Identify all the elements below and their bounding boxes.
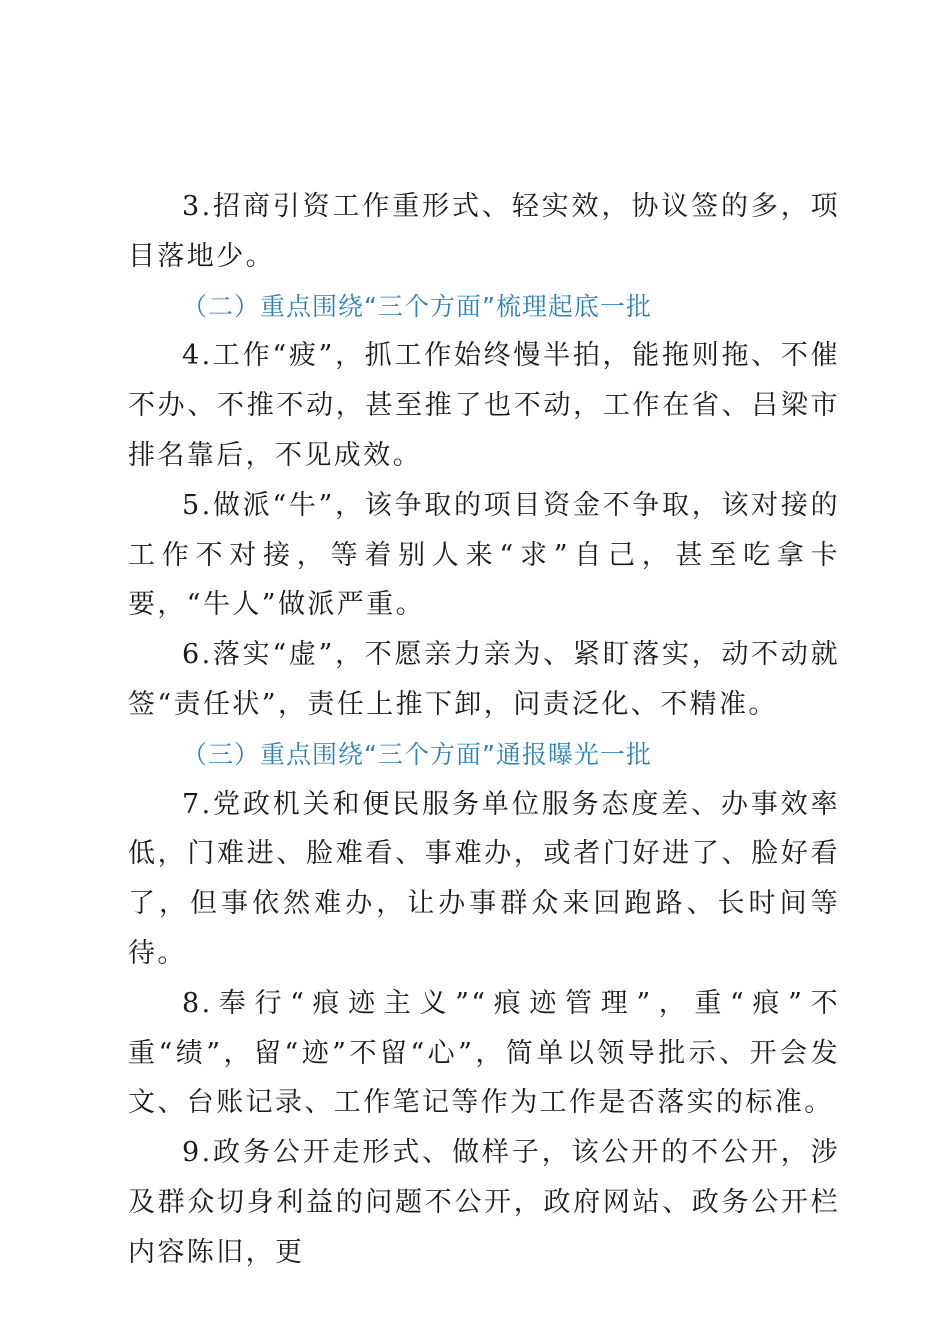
paragraph-item-7: 7.党政机关和便民服务单位服务态度差、办事效率低，门难进、脸难看、事难办，或者门好进了、脸好看了，但事依然难办，让办事群众来回跑路、长时间等待。 xyxy=(128,788,840,969)
section-heading-3: （三）重点围绕“三个方面”通报曝光一批 xyxy=(182,739,652,769)
paragraph-item-3: 3.招商引资工作重形式、轻实效，协议签的多，项目落地少。 xyxy=(128,191,840,272)
section-heading-2: （二）重点围绕“三个方面”梳理起底一批 xyxy=(182,291,652,321)
paragraph-item-5: 5.做派“牛”，该争取的项目资金不争取，该对接的工作不对接，等着别人来“求”自己，甚至吃拿卡要，“牛人”做派严重。 xyxy=(128,489,840,621)
document-body xyxy=(128,182,840,1278)
paragraph-item-4: 4.工作“疲”，抓工作始终慢半拍，能拖则拖、不催不办、不推不动，甚至推了也不动，工作在省、吕梁市排名靠后，不见成效。 xyxy=(128,340,840,471)
paragraph-item-6: 6.落实“虚”，不愿亲力亲为、紧盯落实，动不动就签“责任状”，责任上推下卸，问责泛化、不精准。 xyxy=(128,639,840,720)
paragraph-item-9: 9.政务公开走形式、做样子，该公开的不公开，涉及群众切身利益的问题不公开，政府网站、政务公开栏内容陈旧，更 xyxy=(128,1137,840,1268)
paragraph-item-8: 8.奉行“痕迹主义”“痕迹管理”，重“痕”不重“绩”，留“迹”不留“心”，简单以领导批示、开会发文、台账记录、工作笔记等作为工作是否落实的标准。 xyxy=(128,987,840,1119)
